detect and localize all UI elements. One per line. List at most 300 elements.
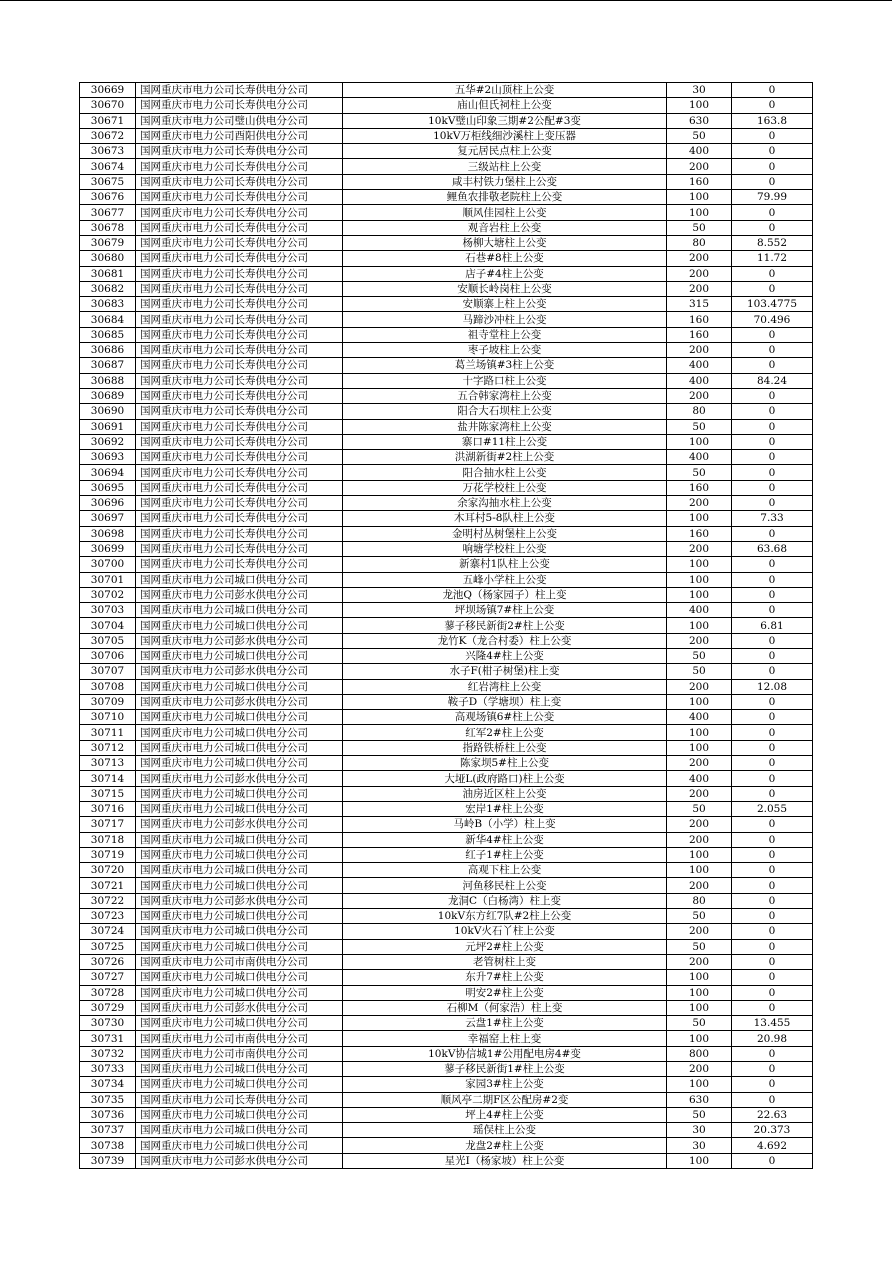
org-cell: 国网重庆市电力公司城口供电分公司	[136, 939, 343, 954]
capacity-cell: 200	[667, 786, 732, 801]
capacity-cell: 160	[667, 327, 732, 342]
org-cell: 国网重庆市电力公司城口供电分公司	[136, 725, 343, 740]
table-row	[80, 98, 813, 113]
row-id-cell: 30715	[80, 786, 136, 801]
transformer-name-cell: 兴隆4#柱上公变	[343, 648, 667, 663]
transformer-name-cell: 坪坝场镇7#柱上公变	[343, 603, 667, 618]
capacity-cell: 400	[667, 450, 732, 465]
table-row	[80, 1031, 813, 1046]
org-cell: 国网重庆市电力公司城口供电分公司	[136, 909, 343, 924]
org-cell: 国网重庆市电力公司城口供电分公司	[136, 924, 343, 939]
row-id-cell: 30695	[80, 480, 136, 495]
transformer-name-cell: 10kV璧山印象三期#2公配#3变	[343, 113, 667, 128]
org-cell: 国网重庆市电力公司长寿供电分公司	[136, 190, 343, 205]
value-cell: 0	[732, 740, 813, 755]
value-cell: 0	[732, 924, 813, 939]
org-cell: 国网重庆市电力公司市南供电分公司	[136, 954, 343, 969]
transformer-name-cell: 龙盘2#柱上公变	[343, 1138, 667, 1153]
transformer-name-cell: 万花学校柱上公变	[343, 480, 667, 495]
table-row	[80, 297, 813, 312]
value-cell: 84.24	[732, 373, 813, 388]
value-cell: 0	[732, 1062, 813, 1077]
capacity-cell: 100	[667, 970, 732, 985]
value-cell: 0	[732, 954, 813, 969]
value-cell: 0	[732, 863, 813, 878]
org-cell: 国网重庆市电力公司长寿供电分公司	[136, 159, 343, 174]
transformer-name-cell: 葛兰场镇#3柱上公变	[343, 358, 667, 373]
table-row	[80, 817, 813, 832]
row-id-cell: 30718	[80, 832, 136, 847]
capacity-cell: 400	[667, 358, 732, 373]
value-cell: 0	[732, 710, 813, 725]
org-cell: 国网重庆市电力公司城口供电分公司	[136, 878, 343, 893]
row-id-cell: 30733	[80, 1062, 136, 1077]
row-id-cell: 30737	[80, 1123, 136, 1138]
value-cell: 0	[732, 174, 813, 189]
value-cell: 0	[732, 725, 813, 740]
table-row	[80, 343, 813, 358]
value-cell: 12.08	[732, 679, 813, 694]
capacity-cell: 50	[667, 1016, 732, 1031]
value-cell: 0	[732, 572, 813, 587]
table-row	[80, 771, 813, 786]
value-cell: 70.496	[732, 312, 813, 327]
org-cell: 国网重庆市电力公司长寿供电分公司	[136, 358, 343, 373]
table-row	[80, 419, 813, 434]
row-id-cell: 30708	[80, 679, 136, 694]
value-cell: 79.99	[732, 190, 813, 205]
table-row	[80, 847, 813, 862]
row-id-cell: 30719	[80, 847, 136, 862]
table-row	[80, 526, 813, 541]
capacity-cell: 315	[667, 297, 732, 312]
capacity-cell: 400	[667, 771, 732, 786]
row-id-cell: 30710	[80, 710, 136, 725]
row-id-cell: 30739	[80, 1153, 136, 1168]
value-cell: 103.4775	[732, 297, 813, 312]
transformer-name-cell: 明安2#柱上公变	[343, 985, 667, 1000]
capacity-cell: 100	[667, 434, 732, 449]
value-cell: 0	[732, 648, 813, 663]
table-row	[80, 939, 813, 954]
org-cell: 国网重庆市电力公司长寿供电分公司	[136, 174, 343, 189]
table-row	[80, 388, 813, 403]
table-row	[80, 893, 813, 908]
org-cell: 国网重庆市电力公司长寿供电分公司	[136, 434, 343, 449]
transformer-name-cell: 庙山但氏祠柱上公变	[343, 98, 667, 113]
table-row	[80, 801, 813, 816]
transformer-name-cell: 老管树柱上变	[343, 954, 667, 969]
row-id-cell: 30687	[80, 358, 136, 373]
org-cell: 国网重庆市电力公司城口供电分公司	[136, 679, 343, 694]
table-row	[80, 924, 813, 939]
org-cell: 国网重庆市电力公司市南供电分公司	[136, 1046, 343, 1061]
transformer-name-cell: 安顺寨上柱上公变	[343, 297, 667, 312]
table-row	[80, 740, 813, 755]
value-cell: 63.68	[732, 541, 813, 556]
value-cell: 0	[732, 220, 813, 235]
capacity-cell: 50	[667, 465, 732, 480]
transformer-name-cell: 安顺长岭岗柱上公变	[343, 281, 667, 296]
row-id-cell: 30735	[80, 1092, 136, 1107]
row-id-cell: 30689	[80, 388, 136, 403]
table-row	[80, 618, 813, 633]
table-row	[80, 1153, 813, 1168]
capacity-cell: 800	[667, 1046, 732, 1061]
table-row	[80, 954, 813, 969]
page-top-rule	[0, 0, 892, 1]
transformer-name-cell: 宏岸1#柱上公变	[343, 801, 667, 816]
org-cell: 国网重庆市电力公司长寿供电分公司	[136, 511, 343, 526]
org-cell: 国网重庆市电力公司长寿供电分公司	[136, 557, 343, 572]
capacity-cell: 50	[667, 909, 732, 924]
org-cell: 国网重庆市电力公司城口供电分公司	[136, 1107, 343, 1122]
row-id-cell: 30730	[80, 1016, 136, 1031]
capacity-cell: 50	[667, 801, 732, 816]
capacity-cell: 200	[667, 832, 732, 847]
org-cell: 国网重庆市电力公司彭水供电分公司	[136, 633, 343, 648]
capacity-cell: 200	[667, 817, 732, 832]
row-id-cell: 30684	[80, 312, 136, 327]
table-row	[80, 281, 813, 296]
table-row	[80, 511, 813, 526]
table-row	[80, 266, 813, 281]
value-cell: 0	[732, 970, 813, 985]
transformer-name-cell: 盐井陈家湾柱上公变	[343, 419, 667, 434]
value-cell: 0	[732, 327, 813, 342]
org-cell: 国网重庆市电力公司长寿供电分公司	[136, 373, 343, 388]
row-id-cell: 30677	[80, 205, 136, 220]
table-row	[80, 190, 813, 205]
row-id-cell: 30669	[80, 83, 136, 98]
value-cell: 0	[732, 98, 813, 113]
value-cell: 0	[732, 786, 813, 801]
transformer-name-cell: 店子#4柱上公变	[343, 266, 667, 281]
row-id-cell: 30734	[80, 1077, 136, 1092]
org-cell: 国网重庆市电力公司彭水供电分公司	[136, 771, 343, 786]
transformer-name-cell: 指路铁桥柱上公变	[343, 740, 667, 755]
value-cell: 0	[732, 587, 813, 602]
table-row	[80, 1077, 813, 1092]
transformer-name-cell: 新寨村1队柱上公变	[343, 557, 667, 572]
row-id-cell: 30709	[80, 694, 136, 709]
capacity-cell: 630	[667, 1092, 732, 1107]
row-id-cell: 30696	[80, 496, 136, 511]
org-cell: 国网重庆市电力公司彭水供电分公司	[136, 1000, 343, 1015]
table-row	[80, 603, 813, 618]
value-cell: 0	[732, 450, 813, 465]
transformer-name-cell: 马蹄沙冲柱上公变	[343, 312, 667, 327]
transformer-name-cell: 十字路口柱上公变	[343, 373, 667, 388]
table-row	[80, 205, 813, 220]
row-id-cell: 30701	[80, 572, 136, 587]
value-cell: 0	[732, 159, 813, 174]
row-id-cell: 30736	[80, 1107, 136, 1122]
transformer-name-cell: 金明村丛树堡柱上公变	[343, 526, 667, 541]
row-id-cell: 30690	[80, 404, 136, 419]
row-id-cell: 30714	[80, 771, 136, 786]
row-id-cell: 30729	[80, 1000, 136, 1015]
capacity-cell: 200	[667, 1062, 732, 1077]
value-cell: 20.98	[732, 1031, 813, 1046]
transformer-name-cell: 五华#2山顶柱上公变	[343, 83, 667, 98]
org-cell: 国网重庆市电力公司彭水供电分公司	[136, 893, 343, 908]
capacity-cell: 100	[667, 511, 732, 526]
capacity-cell: 100	[667, 1077, 732, 1092]
org-cell: 国网重庆市电力公司市南供电分公司	[136, 1031, 343, 1046]
capacity-cell: 400	[667, 144, 732, 159]
row-id-cell: 30671	[80, 113, 136, 128]
capacity-cell: 200	[667, 388, 732, 403]
value-cell: 0	[732, 83, 813, 98]
transformer-name-cell: 洪湖新街#2柱上公变	[343, 450, 667, 465]
value-cell: 0	[732, 633, 813, 648]
org-cell: 国网重庆市电力公司长寿供电分公司	[136, 205, 343, 220]
row-id-cell: 30720	[80, 863, 136, 878]
row-id-cell: 30686	[80, 343, 136, 358]
transformer-name-cell: 五合韩家湾柱上公变	[343, 388, 667, 403]
transformer-name-cell: 顺风亭二期F区公配房#2变	[343, 1092, 667, 1107]
table-row	[80, 648, 813, 663]
capacity-cell: 100	[667, 572, 732, 587]
org-cell: 国网重庆市电力公司长寿供电分公司	[136, 297, 343, 312]
capacity-cell: 100	[667, 1153, 732, 1168]
table-row	[80, 480, 813, 495]
table-row	[80, 1107, 813, 1122]
table-row	[80, 1123, 813, 1138]
row-id-cell: 30680	[80, 251, 136, 266]
row-id-cell: 30693	[80, 450, 136, 465]
org-cell: 国网重庆市电力公司城口供电分公司	[136, 970, 343, 985]
capacity-cell: 80	[667, 893, 732, 908]
transformer-name-cell: 10kV万柜线细沙溪柱上变压器	[343, 128, 667, 143]
value-cell: 22.63	[732, 1107, 813, 1122]
transformer-name-cell: 龙池Q（杨家园子）柱上变	[343, 587, 667, 602]
org-cell: 国网重庆市电力公司城口供电分公司	[136, 863, 343, 878]
capacity-cell: 50	[667, 648, 732, 663]
capacity-cell: 200	[667, 541, 732, 556]
transformer-name-cell: 复元居民点柱上公变	[343, 144, 667, 159]
table-row	[80, 450, 813, 465]
capacity-cell: 400	[667, 373, 732, 388]
capacity-cell: 50	[667, 419, 732, 434]
capacity-cell: 100	[667, 205, 732, 220]
transformer-name-cell: 大垭L(政府路口)柱上公变	[343, 771, 667, 786]
value-cell: 0	[732, 388, 813, 403]
transformer-name-cell: 咸丰村铁力堡柱上公变	[343, 174, 667, 189]
value-cell: 0	[732, 771, 813, 786]
transformer-name-cell: 红岩湾柱上公变	[343, 679, 667, 694]
transformer-name-cell: 坪上4#柱上公变	[343, 1107, 667, 1122]
capacity-cell: 100	[667, 98, 732, 113]
capacity-cell: 100	[667, 740, 732, 755]
value-cell: 0	[732, 878, 813, 893]
table-row	[80, 786, 813, 801]
row-id-cell: 30727	[80, 970, 136, 985]
value-cell: 4.692	[732, 1138, 813, 1153]
value-cell: 2.055	[732, 801, 813, 816]
row-id-cell: 30707	[80, 664, 136, 679]
row-id-cell: 30670	[80, 98, 136, 113]
capacity-cell: 200	[667, 251, 732, 266]
row-id-cell: 30682	[80, 281, 136, 296]
transformer-name-cell: 阳合大石坝柱上公变	[343, 404, 667, 419]
table-row	[80, 220, 813, 235]
transformer-name-cell: 新华4#柱上公变	[343, 832, 667, 847]
row-id-cell: 30692	[80, 434, 136, 449]
value-cell: 0	[732, 343, 813, 358]
row-id-cell: 30691	[80, 419, 136, 434]
transformer-name-cell: 杨柳大塘柱上公变	[343, 235, 667, 250]
value-cell: 0	[732, 756, 813, 771]
transformer-name-cell: 石柳M（何家浩）柱上变	[343, 1000, 667, 1015]
value-cell: 0	[732, 144, 813, 159]
org-cell: 国网重庆市电力公司长寿供电分公司	[136, 541, 343, 556]
table-row	[80, 373, 813, 388]
org-cell: 国网重庆市电力公司城口供电分公司	[136, 985, 343, 1000]
value-cell: 13.455	[732, 1016, 813, 1031]
table-row	[80, 863, 813, 878]
row-id-cell: 30731	[80, 1031, 136, 1046]
value-cell: 0	[732, 832, 813, 847]
row-id-cell: 30712	[80, 740, 136, 755]
capacity-cell: 30	[667, 1123, 732, 1138]
transformer-name-cell: 寨口#11柱上公变	[343, 434, 667, 449]
row-id-cell: 30688	[80, 373, 136, 388]
transformer-name-cell: 元坪2#柱上公变	[343, 939, 667, 954]
table-row	[80, 358, 813, 373]
org-cell: 国网重庆市电力公司长寿供电分公司	[136, 98, 343, 113]
transformer-name-cell: 鲤鱼农排敬老院柱上公变	[343, 190, 667, 205]
table-row	[80, 434, 813, 449]
row-id-cell: 30726	[80, 954, 136, 969]
capacity-cell: 80	[667, 404, 732, 419]
org-cell: 国网重庆市电力公司彭水供电分公司	[136, 694, 343, 709]
table-row	[80, 144, 813, 159]
table-row	[80, 1016, 813, 1031]
capacity-cell: 160	[667, 526, 732, 541]
transformer-name-cell: 响塘学校柱上公变	[343, 541, 667, 556]
org-cell: 国网重庆市电力公司城口供电分公司	[136, 832, 343, 847]
table-row	[80, 404, 813, 419]
transformer-name-cell: 瑶俣柱上公变	[343, 1123, 667, 1138]
transformer-name-cell: 红军2#柱上公变	[343, 725, 667, 740]
value-cell: 0	[732, 281, 813, 296]
table-row	[80, 1138, 813, 1153]
org-cell: 国网重庆市电力公司长寿供电分公司	[136, 496, 343, 511]
org-cell: 国网重庆市电力公司长寿供电分公司	[136, 526, 343, 541]
value-cell: 0	[732, 909, 813, 924]
transformer-name-cell: 三级站柱上公变	[343, 159, 667, 174]
row-id-cell: 30702	[80, 587, 136, 602]
org-cell: 国网重庆市电力公司城口供电分公司	[136, 740, 343, 755]
org-cell: 国网重庆市电力公司长寿供电分公司	[136, 327, 343, 342]
value-cell: 20.373	[732, 1123, 813, 1138]
table-row	[80, 1046, 813, 1061]
capacity-cell: 400	[667, 603, 732, 618]
org-cell: 国网重庆市电力公司彭水供电分公司	[136, 587, 343, 602]
org-cell: 国网重庆市电力公司彭水供电分公司	[136, 817, 343, 832]
transformer-name-cell: 石巷#8柱上公变	[343, 251, 667, 266]
row-id-cell: 30700	[80, 557, 136, 572]
table-row	[80, 83, 813, 98]
value-cell: 0	[732, 557, 813, 572]
table-row	[80, 985, 813, 1000]
org-cell: 国网重庆市电力公司长寿供电分公司	[136, 404, 343, 419]
row-id-cell: 30698	[80, 526, 136, 541]
row-id-cell: 30681	[80, 266, 136, 281]
table-row	[80, 1092, 813, 1107]
org-cell: 国网重庆市电力公司城口供电分公司	[136, 1016, 343, 1031]
capacity-cell: 100	[667, 1031, 732, 1046]
table-body	[80, 83, 813, 1169]
value-cell: 7.33	[732, 511, 813, 526]
table-row	[80, 725, 813, 740]
capacity-cell: 200	[667, 756, 732, 771]
capacity-cell: 160	[667, 480, 732, 495]
value-cell: 0	[732, 358, 813, 373]
org-cell: 国网重庆市电力公司长寿供电分公司	[136, 343, 343, 358]
transformer-name-cell: 油房近区柱上公变	[343, 786, 667, 801]
value-cell: 0	[732, 985, 813, 1000]
table-row	[80, 327, 813, 342]
table-row	[80, 159, 813, 174]
capacity-cell: 630	[667, 113, 732, 128]
transformer-name-cell: 星光I（杨家坡）柱上公变	[343, 1153, 667, 1168]
value-cell: 0	[732, 694, 813, 709]
row-id-cell: 30728	[80, 985, 136, 1000]
org-cell: 国网重庆市电力公司城口供电分公司	[136, 618, 343, 633]
transformer-name-cell: 祖寺堂柱上公变	[343, 327, 667, 342]
transformer-table	[79, 82, 813, 1169]
capacity-cell: 80	[667, 235, 732, 250]
table-row	[80, 970, 813, 985]
row-id-cell: 30713	[80, 756, 136, 771]
capacity-cell: 100	[667, 587, 732, 602]
transformer-name-cell: 木耳村5-8队柱上公变	[343, 511, 667, 526]
value-cell: 0	[732, 205, 813, 220]
capacity-cell: 200	[667, 159, 732, 174]
capacity-cell: 100	[667, 863, 732, 878]
capacity-cell: 200	[667, 878, 732, 893]
value-cell: 0	[732, 1000, 813, 1015]
transformer-name-cell: 龙洞C（白杨湾）柱上变	[343, 893, 667, 908]
capacity-cell: 160	[667, 312, 732, 327]
value-cell: 0	[732, 1092, 813, 1107]
row-id-cell: 30674	[80, 159, 136, 174]
transformer-name-cell: 阳合抽水柱上公变	[343, 465, 667, 480]
capacity-cell: 30	[667, 83, 732, 98]
transformer-name-cell: 顺风佳园柱上公变	[343, 205, 667, 220]
value-cell: 0	[732, 419, 813, 434]
table-row	[80, 496, 813, 511]
table-row	[80, 878, 813, 893]
org-cell: 国网重庆市电力公司长寿供电分公司	[136, 220, 343, 235]
value-cell: 0	[732, 847, 813, 862]
capacity-cell: 100	[667, 557, 732, 572]
table-row	[80, 832, 813, 847]
capacity-cell: 50	[667, 939, 732, 954]
row-id-cell: 30673	[80, 144, 136, 159]
table-row	[80, 679, 813, 694]
row-id-cell: 30732	[80, 1046, 136, 1061]
value-cell: 0	[732, 1153, 813, 1168]
org-cell: 国网重庆市电力公司城口供电分公司	[136, 847, 343, 862]
table-row	[80, 128, 813, 143]
row-id-cell: 30685	[80, 327, 136, 342]
transformer-name-cell: 红子1#柱上公变	[343, 847, 667, 862]
row-id-cell: 30672	[80, 128, 136, 143]
